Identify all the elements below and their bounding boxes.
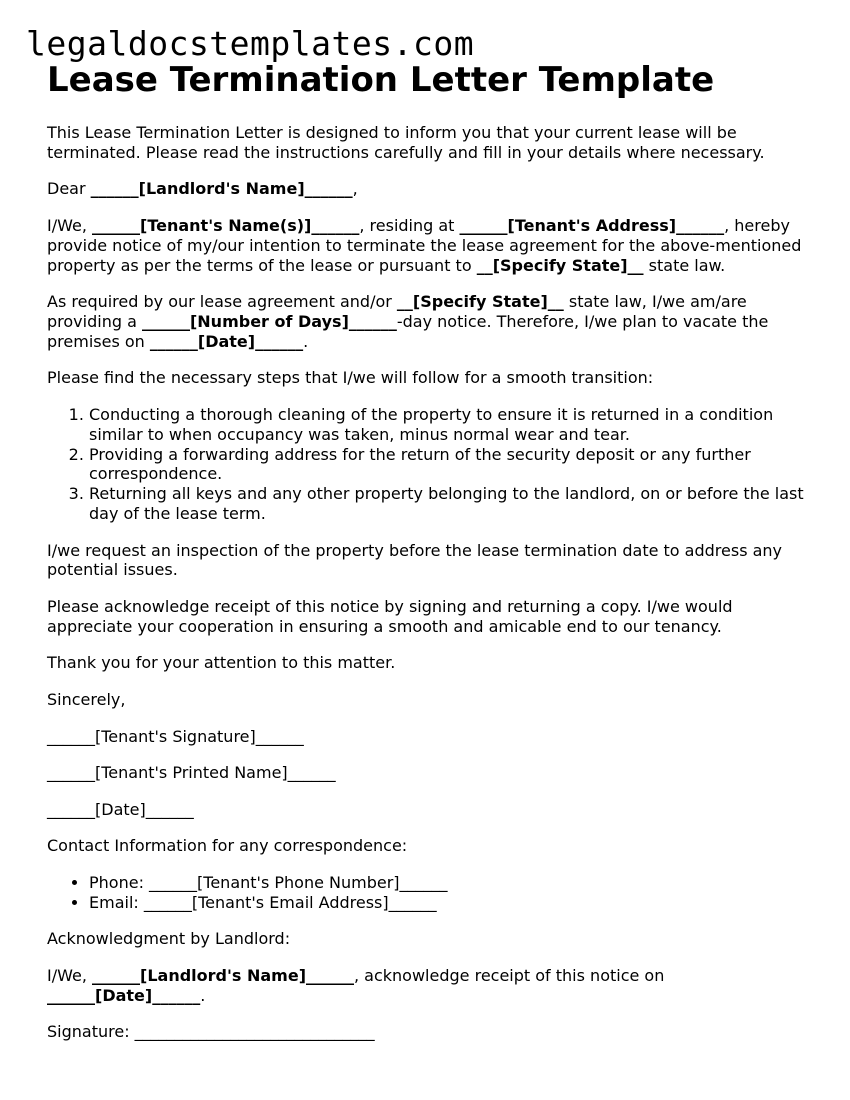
ack-date-placeholder: ______[Date]______: [47, 985, 201, 1005]
vacate-date-placeholder: ______[Date]______: [149, 331, 304, 351]
list-item: • Phone: ______[Tenant's Phone Number]______: [89, 873, 817, 893]
state-placeholder: __[Specify State]__: [396, 292, 564, 312]
list-item: 2. Providing a forwarding address for the return of the security deposit or any further correspondence.: [89, 445, 817, 485]
document-title: Lease Termination Letter Template: [47, 60, 715, 100]
inspection-paragraph: I/we request an inspection of the property before the lease termination date to address any potential issues.: [47, 540, 783, 580]
salutation-suffix: ,: [352, 179, 358, 199]
required-text: state law, I/we am/are providing a: [47, 292, 747, 331]
intro-paragraph: This Lease Termination Letter is designed to inform you that your current lease will be terminated. Please read the instructions carefully and fill in your details where necessary.: [47, 123, 765, 162]
notice-text: I/We,: [47, 215, 93, 235]
list-item: 3. Returning all keys and any other property belonging to the landlord, on or before the last day of the lease term.: [89, 484, 817, 524]
state-placeholder: __[Specify State]__: [476, 255, 644, 275]
acknowledge-request-paragraph: Please acknowledge receipt of this notice by signing and returning a copy. I/we would appreciate your cooperation in ensuring a smooth and amicable end to our tenancy.: [47, 596, 733, 636]
required-notice-paragraph: [47, 292, 817, 351]
ack-text: I/We,: [47, 965, 93, 985]
steps-intro: Please find the necessary steps that I/we will follow for a smooth transition:: [47, 368, 654, 388]
required-text: As required by our lease agreement and/or: [47, 292, 397, 312]
ack-text: , acknowledge receipt of this notice on: [354, 965, 665, 985]
site-watermark: legaldocstemplates.com: [26, 24, 475, 63]
landlord-ack-heading: Acknowledgment by Landlord:: [47, 929, 291, 949]
tenant-printed-name-line: ______[Tenant's Printed Name]______: [47, 763, 336, 783]
notice-paragraph: [47, 216, 817, 275]
tenant-names-placeholder: ______[Tenant's Name(s)]______: [92, 215, 360, 235]
tenant-address-placeholder: ______[Tenant's Address]______: [459, 215, 725, 235]
landlord-name-placeholder: ______[Landlord's Name]______: [90, 179, 353, 199]
closing: Sincerely,: [47, 689, 126, 709]
required-text: -day notice. Therefore, I/we plan to vacate the premises on: [47, 311, 769, 351]
thanks-paragraph: Thank you for your attention to this matter.: [47, 653, 396, 673]
tenant-signature-line: ______[Tenant's Signature]______: [47, 726, 304, 746]
letter-body: [47, 123, 817, 1059]
landlord-name-placeholder: ______[Landlord's Name]______: [92, 965, 354, 985]
notice-text: state law.: [643, 255, 726, 275]
list-item: 1. Conducting a thorough cleaning of the property to ensure it is returned in a condition similar to when occupancy was taken, minus normal wear and tear.: [89, 405, 817, 445]
salutation: [47, 179, 817, 199]
landlord-signature-line: Signature: ______________________________: [47, 1022, 375, 1042]
notice-text: , residing at: [359, 215, 460, 235]
required-text: .: [303, 331, 309, 351]
list-item: • Email: ______[Tenant's Email Address]______: [89, 893, 817, 913]
ack-text: .: [200, 985, 206, 1005]
salutation-prefix: Dear: [47, 179, 91, 199]
date-line: ______[Date]______: [47, 799, 194, 819]
notice-text: , hereby provide notice of my/our intention to terminate the lease agreement for the above-mentioned property as per the terms of the lease or pursuant to: [47, 215, 802, 275]
number-of-days-placeholder: ______[Number of Days]______: [141, 311, 397, 331]
landlord-ack-paragraph: [47, 966, 817, 1006]
contact-list: [47, 873, 817, 913]
steps-list: [47, 405, 817, 524]
contact-heading: Contact Information for any correspondence:: [47, 836, 408, 856]
